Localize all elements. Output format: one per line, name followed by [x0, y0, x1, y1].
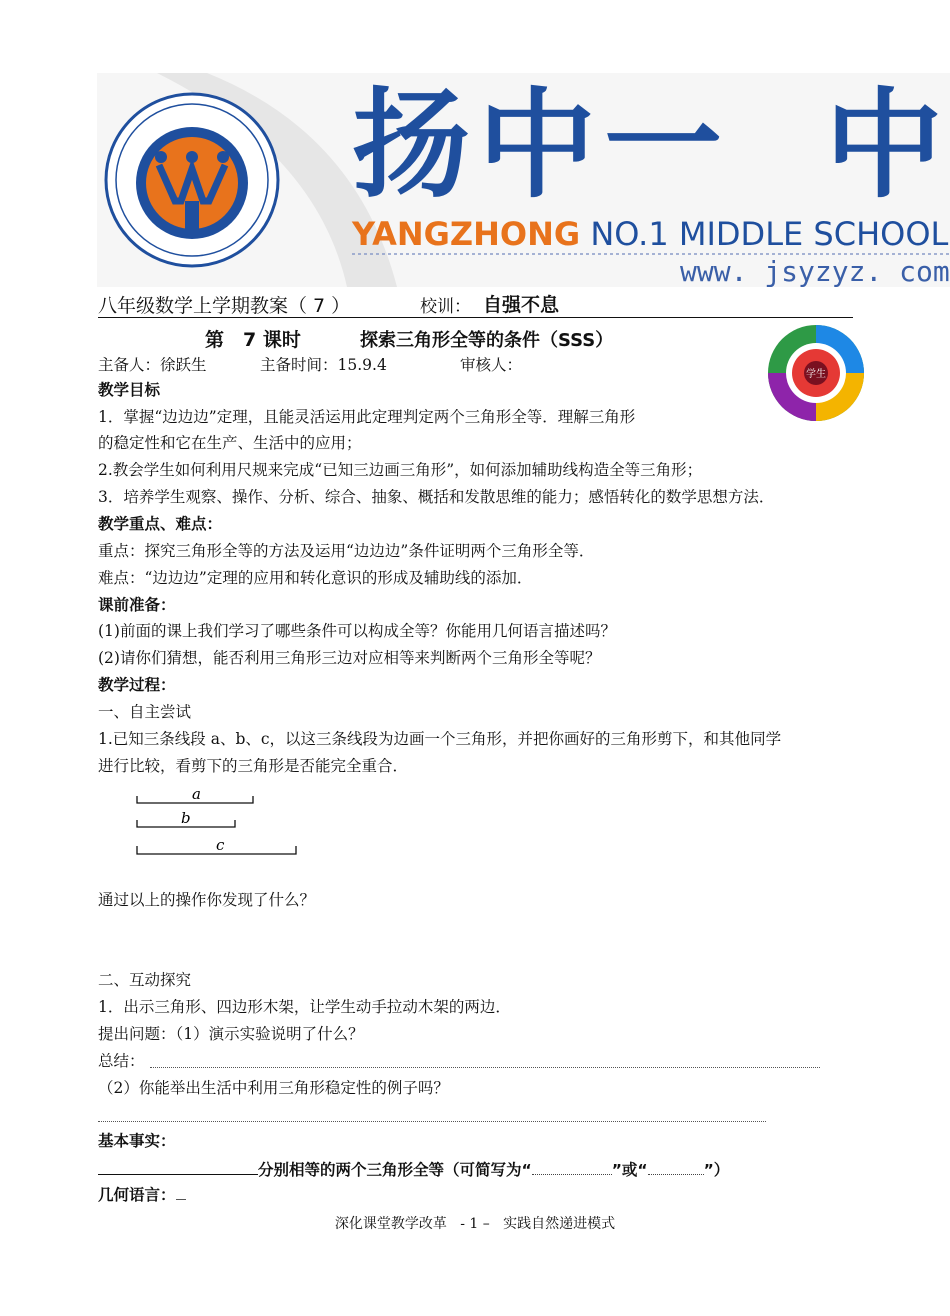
task-1a: 1.已知三条线段 a、b、c，以这三条线段为边画一个三角形，并把你画好的三角形剪下，和其他同学: [98, 730, 782, 748]
summary-label: 总结：: [98, 1052, 145, 1070]
fact-blank-2[interactable]: [532, 1160, 612, 1175]
summary-row: [98, 1051, 145, 1071]
segments-graphic: [130, 784, 310, 864]
fact-blank-1[interactable]: [98, 1158, 258, 1175]
question-1: 提出问题：（1）演示实验说明了什么？: [98, 1025, 364, 1043]
lesson-title: 探索三角形全等的条件（SSS）: [360, 330, 614, 351]
course-title: 八年级数学上学期教案（ 7 ）: [98, 295, 351, 317]
header-row: [98, 290, 853, 318]
task-2: 1．出示三角形、四边形木架，让学生动手拉动木架的两边．: [98, 998, 511, 1016]
motto-label: 校训：: [420, 297, 471, 317]
objective-3: 3．培养学生观察、操作、分析、综合、抽象、概括和发散思维的能力；感悟转化的数学思想方法．: [98, 488, 775, 506]
school-website: www. jsyzyz. com: [680, 255, 950, 287]
fact-blank-3[interactable]: [648, 1160, 704, 1175]
task-1b: 进行比较，看剪下的三角形是否能完全重合．: [98, 757, 409, 775]
motto: 自强不息: [483, 294, 560, 316]
lesson-meta: [98, 353, 207, 375]
banner-graphic: [97, 73, 950, 287]
geometry-label: 几何语言：: [98, 1186, 176, 1204]
objective-1b: 的稳定性和它在生产、生活中的应用；: [98, 434, 362, 452]
key-point: 重点：探究三角形全等的方法及运用“边边边”条件证明两个三角形全等．: [98, 542, 595, 560]
school-name-cn-blue: 扬中一: [352, 76, 731, 214]
segments-figure: [130, 784, 310, 864]
fact-statement-or: ”或“: [611, 1161, 648, 1179]
objectives-heading: 教学目标: [98, 381, 161, 399]
fact-statement-end: ”）: [703, 1161, 730, 1179]
geometry-blank[interactable]: [176, 1185, 186, 1200]
section-2-title: 二、互动探究: [98, 971, 192, 989]
process-heading: 教学过程：: [98, 676, 176, 694]
badge-graphic: [766, 323, 866, 423]
discover-question: 通过以上的操作你发现了什么？: [98, 891, 316, 909]
badge-center: 学生: [806, 369, 826, 380]
label-c: c: [216, 836, 225, 854]
difficult-point: 难点：“边边边”定理的应用和转化意识的形成及辅助线的添加．: [98, 569, 533, 587]
geometry-language-row: [98, 1185, 186, 1205]
question-2: （2）你能举出生活中利用三角形稳定性的例子吗？: [98, 1079, 449, 1097]
page-number: - 1 –: [460, 1216, 490, 1232]
objective-1a: 1．掌握“边边边”定理，且能灵活运用此定理判定两个三角形全等．理解三角形: [98, 408, 636, 426]
school-logo: [106, 94, 278, 266]
label-b: b: [181, 809, 191, 827]
facts-heading: 基本事实：: [98, 1132, 176, 1150]
label-a: a: [192, 785, 201, 803]
prep-heading: 课前准备：: [98, 596, 176, 614]
teaching-model-badge: [766, 323, 866, 423]
lesson-number: 第 7 课时: [205, 329, 301, 351]
prep-question-2: (2)请你们猜想，能否利用三角形三边对应相等来判断两个三角形全等呢？: [98, 649, 601, 667]
school-banner: [97, 73, 950, 287]
prep-date: 主备时间：15.9.4: [260, 356, 387, 374]
prep-question-1: (1)前面的课上我们学习了哪些条件可以构成全等？你能用几何语言描述吗？: [98, 622, 616, 640]
footer-right: 实践自然递进模式: [503, 1216, 616, 1232]
reviewer: 审核人：: [460, 356, 523, 374]
school-name-cn-last: 中: [825, 76, 944, 214]
objective-2: 2.教会学生如何利用尺规来完成“已知三边画三角形”，如何添加辅助线构造全等三角形；: [98, 461, 703, 479]
page-footer: [0, 1213, 950, 1233]
summary-blank[interactable]: [150, 1067, 820, 1068]
school-name-en: YANGZHONG NO.1 MIDDLE SCHOOL: [352, 215, 949, 253]
fact-statement-mid: 分别相等的两个三角形全等（可简写为“: [258, 1161, 532, 1179]
section-1-title: 一、自主尝试: [98, 703, 192, 721]
author: 主备人：徐跃生: [98, 356, 207, 374]
footer-left: 深化课堂教学改革: [334, 1216, 447, 1232]
facts-statement: [98, 1158, 729, 1180]
school-name-cn: [352, 76, 943, 214]
keypoints-heading: 教学重点、难点：: [98, 515, 223, 533]
question-2-blank[interactable]: [98, 1121, 766, 1122]
